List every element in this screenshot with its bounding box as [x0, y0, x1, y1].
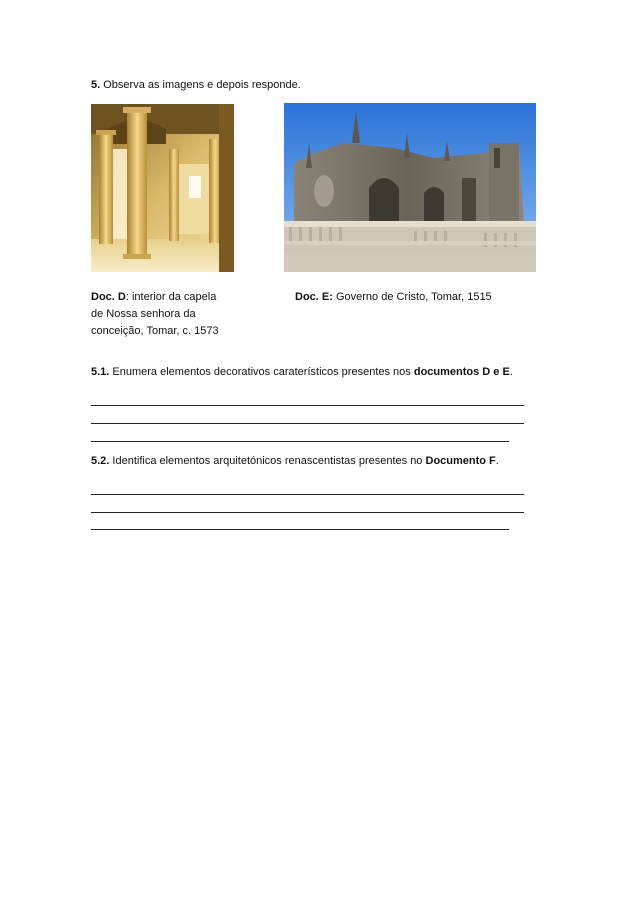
question-text: Observa as imagens e depois responde. [100, 79, 301, 91]
question-5-2 [91, 455, 499, 467]
answer-line[interactable] [91, 423, 524, 424]
question-end: . [509, 366, 513, 378]
question-bold-ref: documentos D e E [413, 366, 510, 378]
question-number: 5.1. [91, 366, 110, 378]
question-number: 5. [91, 79, 101, 91]
answer-line[interactable] [91, 441, 509, 442]
question-5-1 [91, 366, 513, 378]
doc-d-image [91, 104, 234, 272]
question-text: Enumera elementos decorativos caraterísticos presentes nos [109, 366, 414, 378]
doc-d-caption-line-3: conceição, Tomar, c. 1573 [91, 325, 219, 337]
doc-d-caption-line-1: : interior da capela [125, 291, 217, 303]
doc-e-image [284, 103, 536, 272]
question-5 [91, 79, 301, 91]
doc-e-caption-text: Governo de Cristo, Tomar, 1515 [332, 291, 492, 303]
answer-line[interactable] [91, 494, 524, 495]
question-end: . [495, 455, 499, 467]
doc-d-label: Doc. D [91, 291, 126, 303]
answer-line[interactable] [91, 512, 524, 513]
question-text: Identifica elementos arquitetónicos renascentistas presentes no [109, 455, 426, 467]
doc-e-label: Doc. E: [295, 291, 333, 303]
answer-line[interactable] [91, 405, 524, 406]
question-number: 5.2. [91, 455, 110, 467]
question-bold-ref: Documento F [425, 455, 496, 467]
doc-d-caption-line-2: de Nossa senhora da [91, 308, 196, 320]
answer-line[interactable] [91, 529, 509, 530]
doc-e-caption [295, 289, 492, 306]
doc-d-caption [91, 289, 241, 340]
